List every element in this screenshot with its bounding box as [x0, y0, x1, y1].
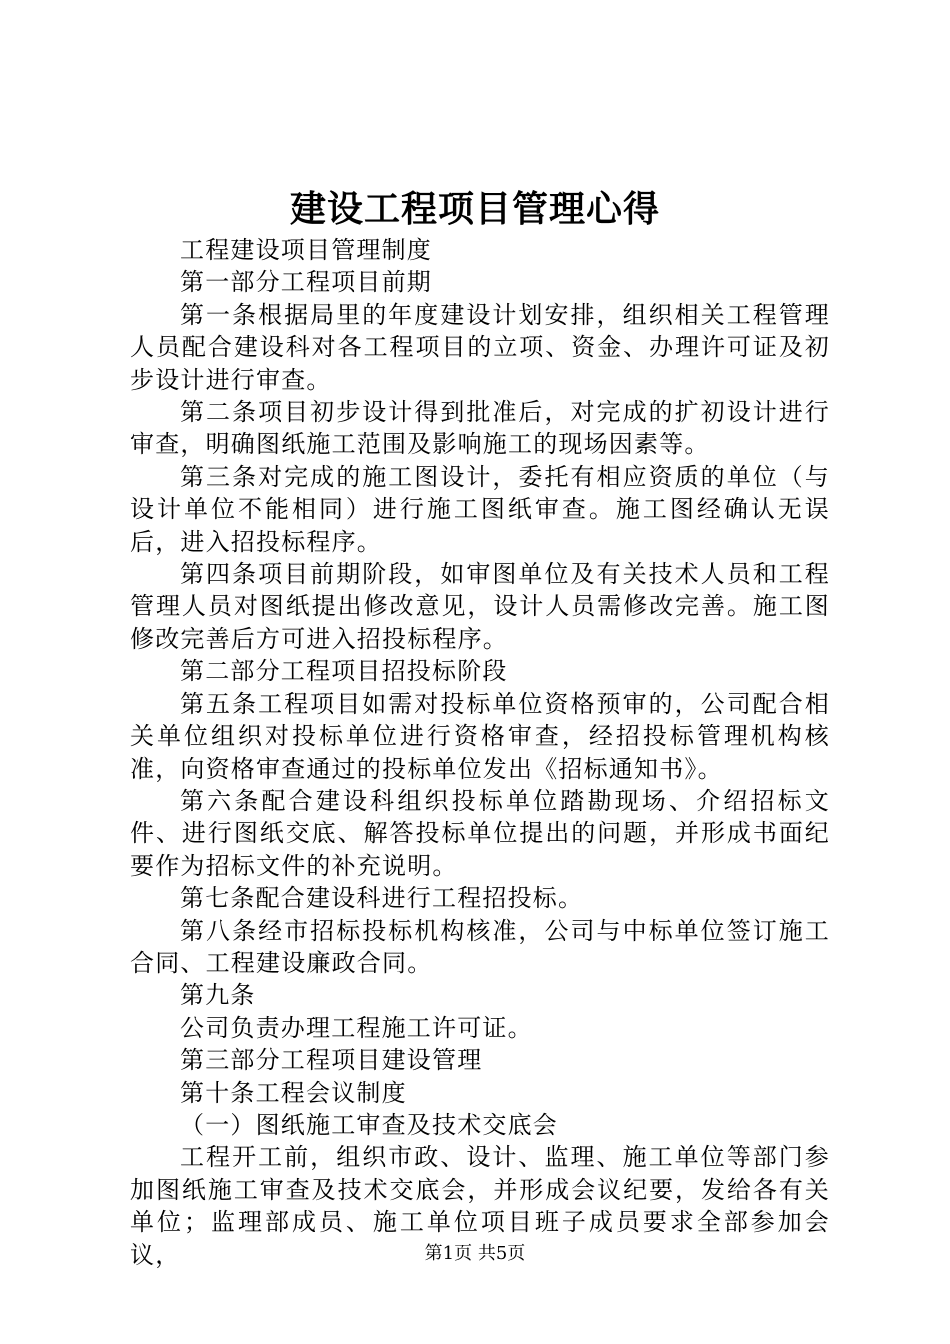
paragraph: 工程开工前，组织市政、设计、监理、施工单位等部门参加图纸施工审查及技术交底会，并形成会议纪要，发给各有关单位；监理部成员、施工单位项目班子成员要求全部参加会议，: [130, 1143, 830, 1269]
paragraph: 第二条项目初步设计得到批准后，对完成的扩初设计进行审查，明确图纸施工范围及影响施工的现场因素等。: [130, 398, 830, 459]
paragraph: 第一部分工程项目前期: [180, 268, 432, 297]
paragraph: 第八条经市招标投标机构核准，公司与中标单位签订施工合同、工程建设廉政合同。: [130, 916, 830, 977]
document-title: 建设工程项目管理心得: [289, 188, 660, 230]
page-footer: 第1页 共5页: [424, 1243, 526, 1264]
paragraph: 第十条工程会议制度: [180, 1078, 407, 1107]
paragraph: 第三条对完成的施工图设计，委托有相应资质的单位（与设计单位不能相同）进行施工图纸审查。施工图经确认无误后，进入招投标程序。: [130, 462, 830, 556]
paragraph: 第六条配合建设科组织投标单位踏勘现场、介绍招标文件、进行图纸交底、解答投标单位提出的问题，并形成书面纪要作为招标文件的补充说明。: [130, 786, 830, 880]
paragraph: 公司负责办理工程施工许可证。: [180, 1013, 533, 1042]
paragraph: 第一条根据局里的年度建设计划安排，组织相关工程管理人员配合建设科对各工程项目的立项、资金、办理许可证及初步设计进行审查。: [130, 300, 830, 394]
paragraph: 第九条: [180, 981, 256, 1010]
paragraph: （一）图纸施工审查及技术交底会: [180, 1110, 558, 1139]
paragraph: 第三部分工程项目建设管理: [180, 1046, 483, 1075]
paragraph: 第二部分工程项目招投标阶段: [180, 657, 508, 686]
paragraph: 工程建设项目管理制度: [180, 236, 432, 264]
paragraph: 第四条项目前期阶段，如审图单位及有关技术人员和工程管理人员对图纸提出修改意见，设计人员需修改完善。施工图修改完善后方可进入招投标程序。: [130, 560, 830, 653]
paragraph: 第七条配合建设科进行工程招投标。: [180, 884, 584, 913]
paragraph: 第五条工程项目如需对投标单位资格预审的，公司配合相关单位组织对投标单位进行资格审查，经招投标管理机构核准，向资格审查通过的投标单位发出《招标通知书》。: [130, 689, 830, 783]
document-body: [130, 234, 830, 1271]
